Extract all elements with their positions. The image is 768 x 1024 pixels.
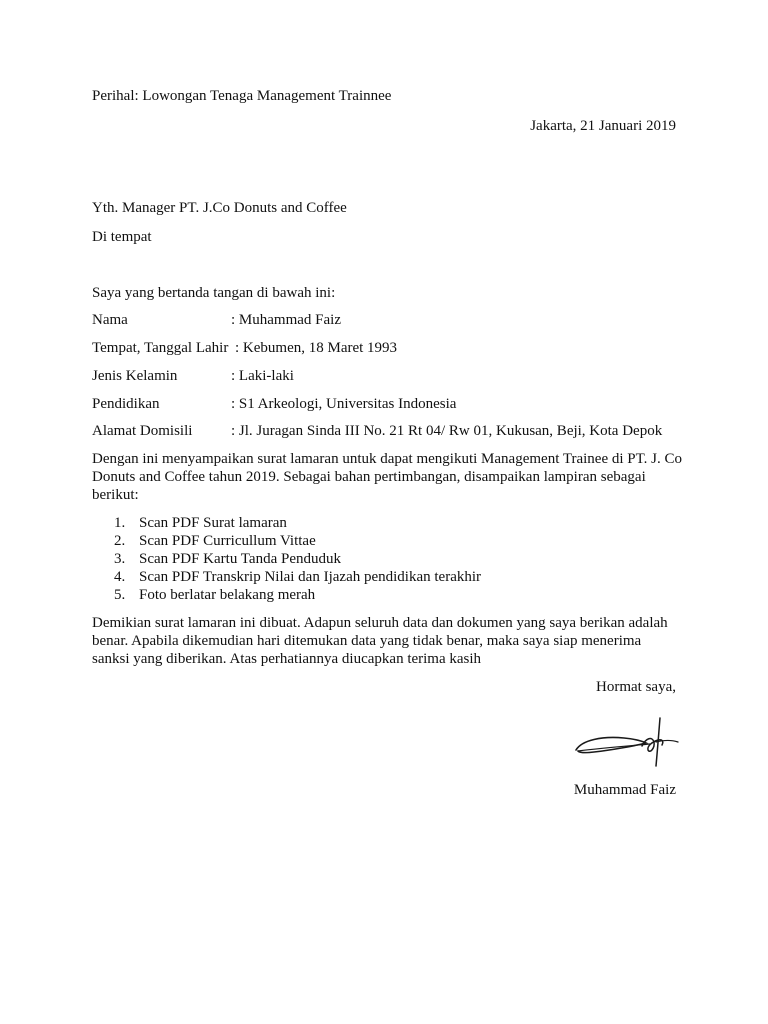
- field-label: Jenis Kelamin: [92, 368, 178, 384]
- attachment-list: [92, 514, 481, 604]
- list-item: [114, 568, 482, 586]
- place-date: Jakarta, 21 Januari 2019: [530, 118, 676, 134]
- signature-image: [572, 710, 682, 770]
- list-number: 1.: [114, 515, 126, 531]
- field-label: Alamat Domisili: [92, 423, 193, 439]
- list-number: 3.: [114, 551, 126, 567]
- field-value: : Kebumen, 18 Maret 1993: [235, 340, 398, 356]
- list-text: Scan PDF Curricullum Vittae: [139, 533, 316, 549]
- list-text: Scan PDF Kartu Tanda Penduduk: [139, 551, 341, 567]
- field-value: : S1 Arkeologi, Universitas Indonesia: [231, 396, 457, 412]
- list-number: 4.: [114, 569, 126, 585]
- recipient-line-2: Di tempat: [92, 229, 152, 245]
- signatory-name: Muhammad Faiz: [573, 782, 676, 798]
- subject-line: Perihal: Lowongan Tenaga Management Trainnee: [92, 88, 392, 104]
- list-item: [114, 514, 481, 532]
- list-number: 2.: [114, 533, 126, 549]
- field-label: Pendidikan: [92, 396, 160, 412]
- list-text: Foto berlatar belakang merah: [139, 587, 316, 603]
- field-value: : Laki-laki: [231, 368, 294, 384]
- salutation: Hormat saya,: [596, 679, 676, 695]
- recipient-line-1: Yth. Manager PT. J.Co Donuts and Coffee: [92, 200, 347, 216]
- field-value: : Muhammad Faiz: [231, 312, 341, 328]
- closing-paragraph: Demikian surat lamaran ini dibuat. Adapun seluruh data dan dokumen yang saya berikan adalah benar. Apabila dikemudian hari ditemukan data yang tidak benar, maka saya siap menerima sanksi yang diberikan. Atas perhatiannya diucapkan terima kasih: [92, 615, 668, 667]
- body-paragraph: Dengan ini menyampaikan surat lamaran untuk dapat mengikuti Management Trainee di PT. J. Co Donuts and Coffee tahun 2019. Sebagai bahan pertimbangan, disampaikan lampiran sebagai berikut:: [92, 451, 683, 503]
- field-label: Nama: [92, 312, 128, 328]
- list-item: [114, 550, 481, 568]
- field-label: Tempat, Tanggal Lahir: [92, 340, 229, 356]
- list-text: Scan PDF Surat lamaran: [139, 515, 287, 531]
- intro-line: Saya yang bertanda tangan di bawah ini:: [92, 285, 336, 301]
- list-number: 5.: [114, 587, 126, 603]
- list-item: [114, 586, 481, 604]
- field-value: : Jl. Juragan Sinda III No. 21 Rt 04/ Rw 01, Kukusan, Beji, Kota Depok: [231, 423, 663, 439]
- list-item: [114, 532, 481, 550]
- list-text: Scan PDF Transkrip Nilai dan Ijazah pendidikan terakhir: [139, 569, 482, 585]
